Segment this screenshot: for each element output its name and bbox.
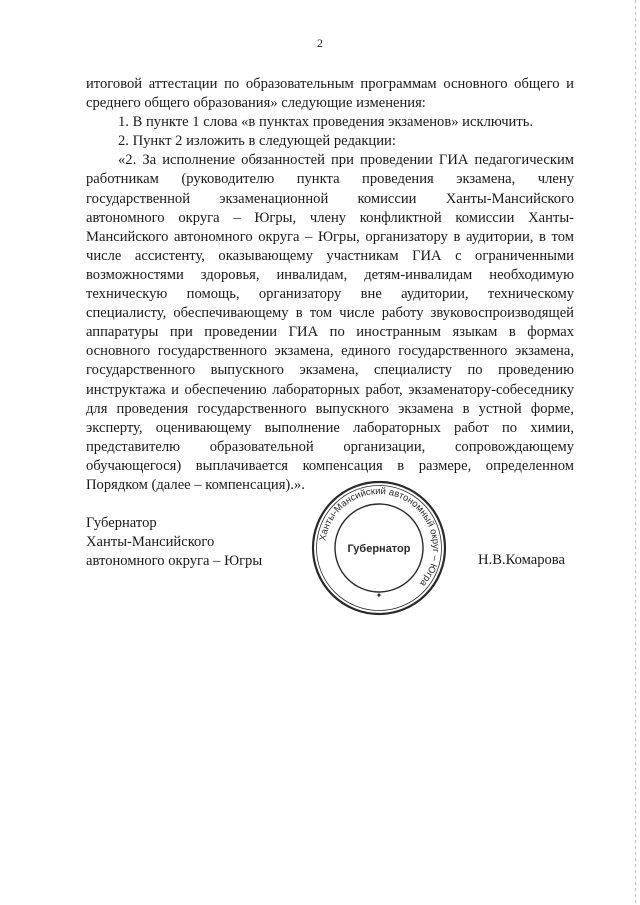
document-body <box>86 75 574 495</box>
seal-star-icon: ✦ <box>375 591 383 600</box>
paragraph-new-wording: «2. За исполнение обязанностей при проведении ГИА педагогическим работникам (руководителю пункта проведения экзамена, члену государственной экзаменационной комиссии Ханты-Мансийского автономного округа – Югры, члену конфликтной комиссии Ханты-Мансийского автономного округа – Югры, организатору в аудитории, в том числе ассистенту, оказывающему участникам ГИА с ограниченными возможностями здоровья, инвалидам, детям-инвалидам необходимую техническую помощь, организатору вне аудитории, техническому специалисту, обеспечивающему в том числе работу звуковоспроизводящей аппаратуры при проведении ГИА по иностранным языкам в формах основного государственного экзамена, единого государственного экзамена, государственного выпускного экзамена, специалисту по проведению инструктажа и обеспечению лабораторных работ, экзаменатору-собеседнику для проведения государственного выпускного экзамена в устной форме, эксперту, оценивающему выполнение лабораторных работ по химии, представителю образовательной организации, сопровождающему обучающегося) выплачивается компенсация в размере, определенном Порядком (далее – компенсация).». <box>86 152 574 493</box>
seal-ring-text: Ханты-Мансийский автономный округ – Югра <box>317 485 442 589</box>
paragraph-item-2: 2. Пункт 2 изложить в следующей редакции: <box>118 133 396 150</box>
signature-title: Губернатор <box>86 515 157 531</box>
signature-block <box>86 514 262 571</box>
signature-region-cont: автономного округа – Югры <box>86 553 263 570</box>
official-seal <box>309 478 449 618</box>
page-number: 2 <box>317 36 323 50</box>
seal-center-text: Губернатор <box>347 543 411 555</box>
signer-name: Н.В.Комарова <box>478 552 565 568</box>
signature-region: Ханты-Мансийского <box>86 534 215 551</box>
scan-edge <box>635 0 636 905</box>
paragraph-intro: итоговой аттестации по образовательным программам основного общего и среднего общего образования» следующие изменения: <box>86 76 574 112</box>
paragraph-item-1: 1. В пункте 1 слова «в пунктах проведения экзаменов» исключить. <box>118 114 534 131</box>
